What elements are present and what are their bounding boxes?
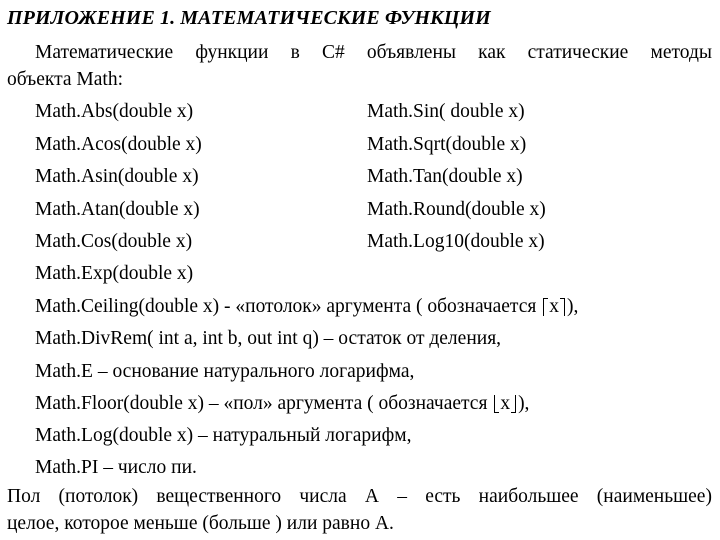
intro-word: объявлены — [366, 42, 457, 63]
footer-word: (потолок) — [58, 486, 139, 507]
footer-word: числа — [299, 486, 347, 507]
intro-word: функции — [195, 42, 269, 63]
floor-symbol: x — [494, 392, 516, 416]
ceiling-symbol: x — [543, 295, 565, 319]
function-tan: Math.Tan(double x) — [367, 166, 523, 187]
intro-word: методы — [650, 42, 712, 63]
floor-text-end: ), — [518, 393, 530, 414]
footer-word: A — [364, 486, 379, 507]
function-round: Math.Round(double x) — [367, 199, 546, 220]
function-acos: Math.Acos(double x) — [35, 134, 202, 155]
function-divrem: Math.DivRem( int a, int b, out int q) – остаток от деления, — [35, 328, 502, 349]
footer-line-2: целое, которое меньше (больше ) или равно A. — [7, 513, 394, 534]
function-atan: Math.Atan(double x) — [35, 199, 200, 220]
footer-line-1 — [7, 485, 712, 509]
intro-line-1 — [35, 41, 712, 65]
ceiling-text: Math.Ceiling(double x) - «потолок» аргумента ( обозначается — [35, 296, 537, 317]
function-cos: Math.Cos(double x) — [35, 231, 193, 252]
function-ceiling — [35, 295, 578, 319]
page-title: ПРИЛОЖЕНИЕ 1. МАТЕМАТИЧЕСКИЕ ФУНКЦИИ — [7, 7, 491, 29]
footer-word: вещественного — [156, 486, 282, 507]
footer-word: есть — [425, 486, 461, 507]
function-sqrt: Math.Sqrt(double x) — [367, 134, 527, 155]
footer-word: – — [397, 486, 407, 507]
footer-word: (наименьшее) — [596, 486, 712, 507]
floor-text: Math.Floor(double x) – «пол» аргумента ( обозначается — [35, 393, 488, 414]
intro-word: как — [478, 42, 506, 63]
function-abs: Math.Abs(double x) — [35, 101, 194, 122]
function-asin: Math.Asin(double x) — [35, 166, 199, 187]
footer-word: наибольшее — [478, 486, 579, 507]
intro-word: статические — [527, 42, 629, 63]
footer-word: Пол — [7, 486, 41, 507]
constant-pi: Math.PI – число пи. — [35, 457, 197, 478]
intro-word: C# — [321, 42, 345, 63]
function-sin: Math.Sin( double x) — [367, 101, 525, 122]
function-log: Math.Log(double x) – натуральный логарифм, — [35, 425, 412, 446]
function-floor — [35, 392, 529, 416]
function-log10: Math.Log10(double x) — [367, 231, 545, 252]
constant-e: Math.E – основание натурального логарифма, — [35, 361, 415, 382]
ceiling-text-end: ), — [566, 296, 579, 317]
intro-word: в — [290, 42, 300, 63]
intro-word: Математические — [35, 42, 174, 63]
intro-line-2: объекта Math: — [7, 69, 124, 90]
function-exp: Math.Exp(double x) — [35, 263, 194, 284]
